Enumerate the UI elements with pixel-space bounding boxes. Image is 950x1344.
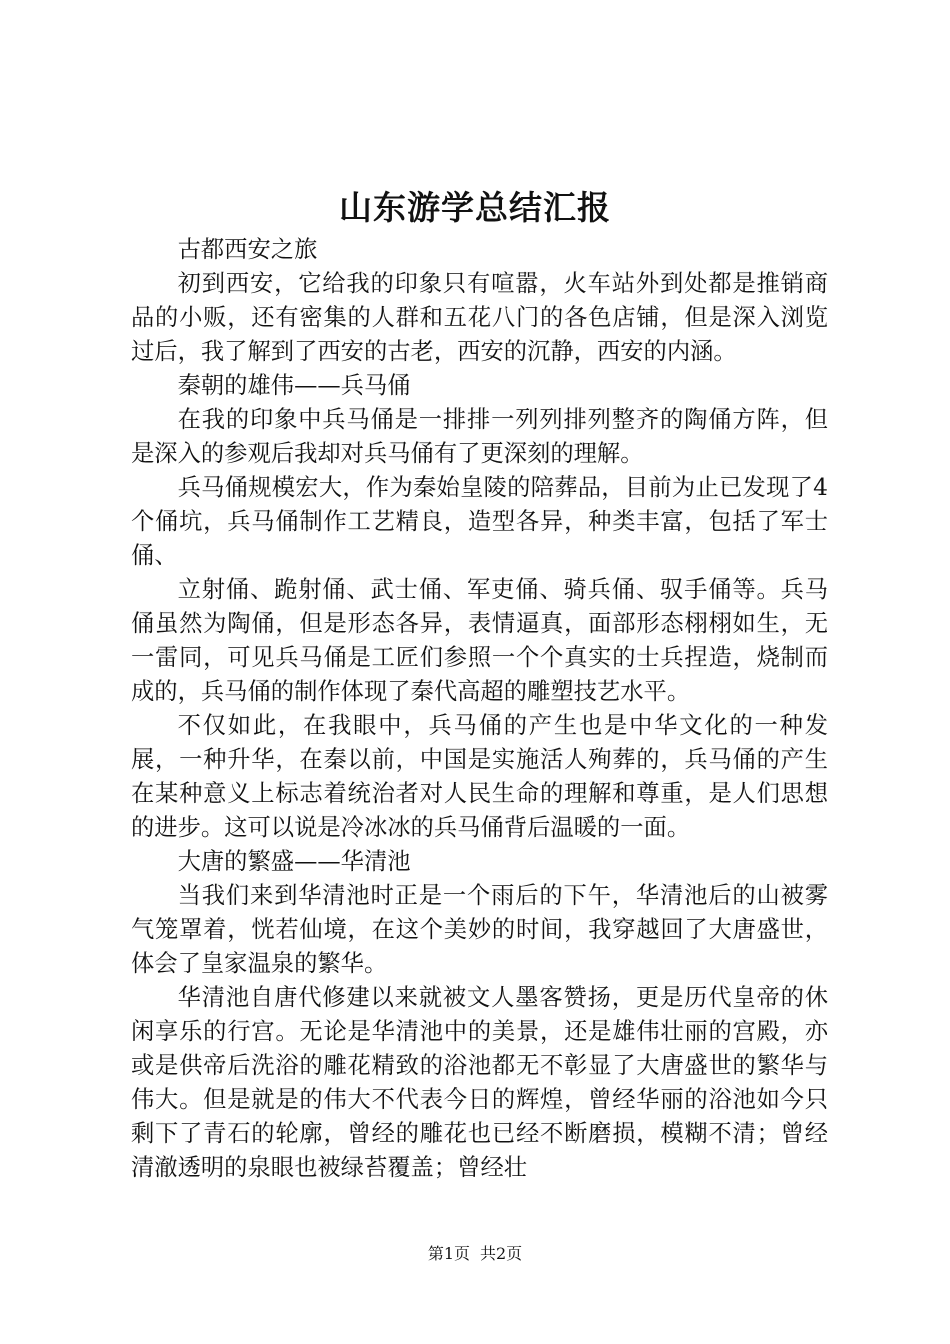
paragraph-terracotta-impression: 在我的印象中兵马俑是一排排一列列排列整齐的陶俑方阵，但是深入的参观后我却对兵马俑有了更深刻的理解。 xyxy=(131,406,828,467)
paragraph-terracotta-types: 立射俑、跪射俑、武士俑、军吏俑、骑兵俑、驭手俑等。兵马俑虽然为陶俑，但是形态各异，表情逼真，面部形态栩栩如生，无一雷同，可见兵马俑是工匠们参照一个个真实的士兵捏造，烧制而成的，兵马俑的制作体现了秦代高超的雕塑技艺水平。 xyxy=(131,576,828,705)
section-heading-xian: 古都西安之旅 xyxy=(177,236,318,263)
paragraph-arrival: 初到西安，它给我的印象只有喧嚣，火车站外到处都是推销商品的小贩，还有密集的人群和五花八门的各色店铺，但是深入浏览过后，我了解到了西安的古老，西安的沉静，西安的内涵。 xyxy=(131,270,828,365)
section-heading-terracotta: 秦朝的雄伟——兵马俑 xyxy=(177,372,411,399)
page-footer xyxy=(0,1244,950,1264)
section-heading-huaqing: 大唐的繁盛——华清池 xyxy=(177,848,411,875)
page-total: 共2页 xyxy=(480,1244,523,1263)
page-number: 第1页 xyxy=(427,1244,470,1263)
document-body xyxy=(131,233,828,1185)
document-title: 山东游学总结汇报 xyxy=(339,188,611,227)
paragraph-terracotta-meaning: 不仅如此，在我眼中，兵马俑的产生也是中华文化的一种发展，一种升华，在秦以前，中国是实施活人殉葬的，兵马俑的产生在某种意义上标志着统治者对人民生命的理解和尊重，是人们思想的进步。这可以说是冷冰冰的兵马俑背后温暖的一面。 xyxy=(131,712,828,841)
paragraph-terracotta-scale: 兵马俑规模宏大，作为秦始皇陵的陪葬品，目前为止已发现了4个俑坑，兵马俑制作工艺精良，造型各异，种类丰富，包括了军士俑、 xyxy=(131,474,828,569)
paragraph-huaqing-visit: 当我们来到华清池时正是一个雨后的下午，华清池后的山被雾气笼罩着，恍若仙境，在这个美妙的时间，我穿越回了大唐盛世，体会了皇家温泉的繁华。 xyxy=(131,882,828,977)
paragraph-huaqing-history: 华清池自唐代修建以来就被文人墨客赞扬，更是历代皇帝的休闲享乐的行宫。无论是华清池中的美景，还是雄伟壮丽的宫殿，亦或是供帝后洗浴的雕花精致的浴池都无不彰显了大唐盛世的繁华与伟大。但是就是的伟大不代表今日的辉煌，曾经华丽的浴池如今只剩下了青石的轮廓，曾经的雕花也已经不断磨损，模糊不清；曾经清澈透明的泉眼也被绿苔覆盖；曾经壮 xyxy=(131,984,828,1181)
